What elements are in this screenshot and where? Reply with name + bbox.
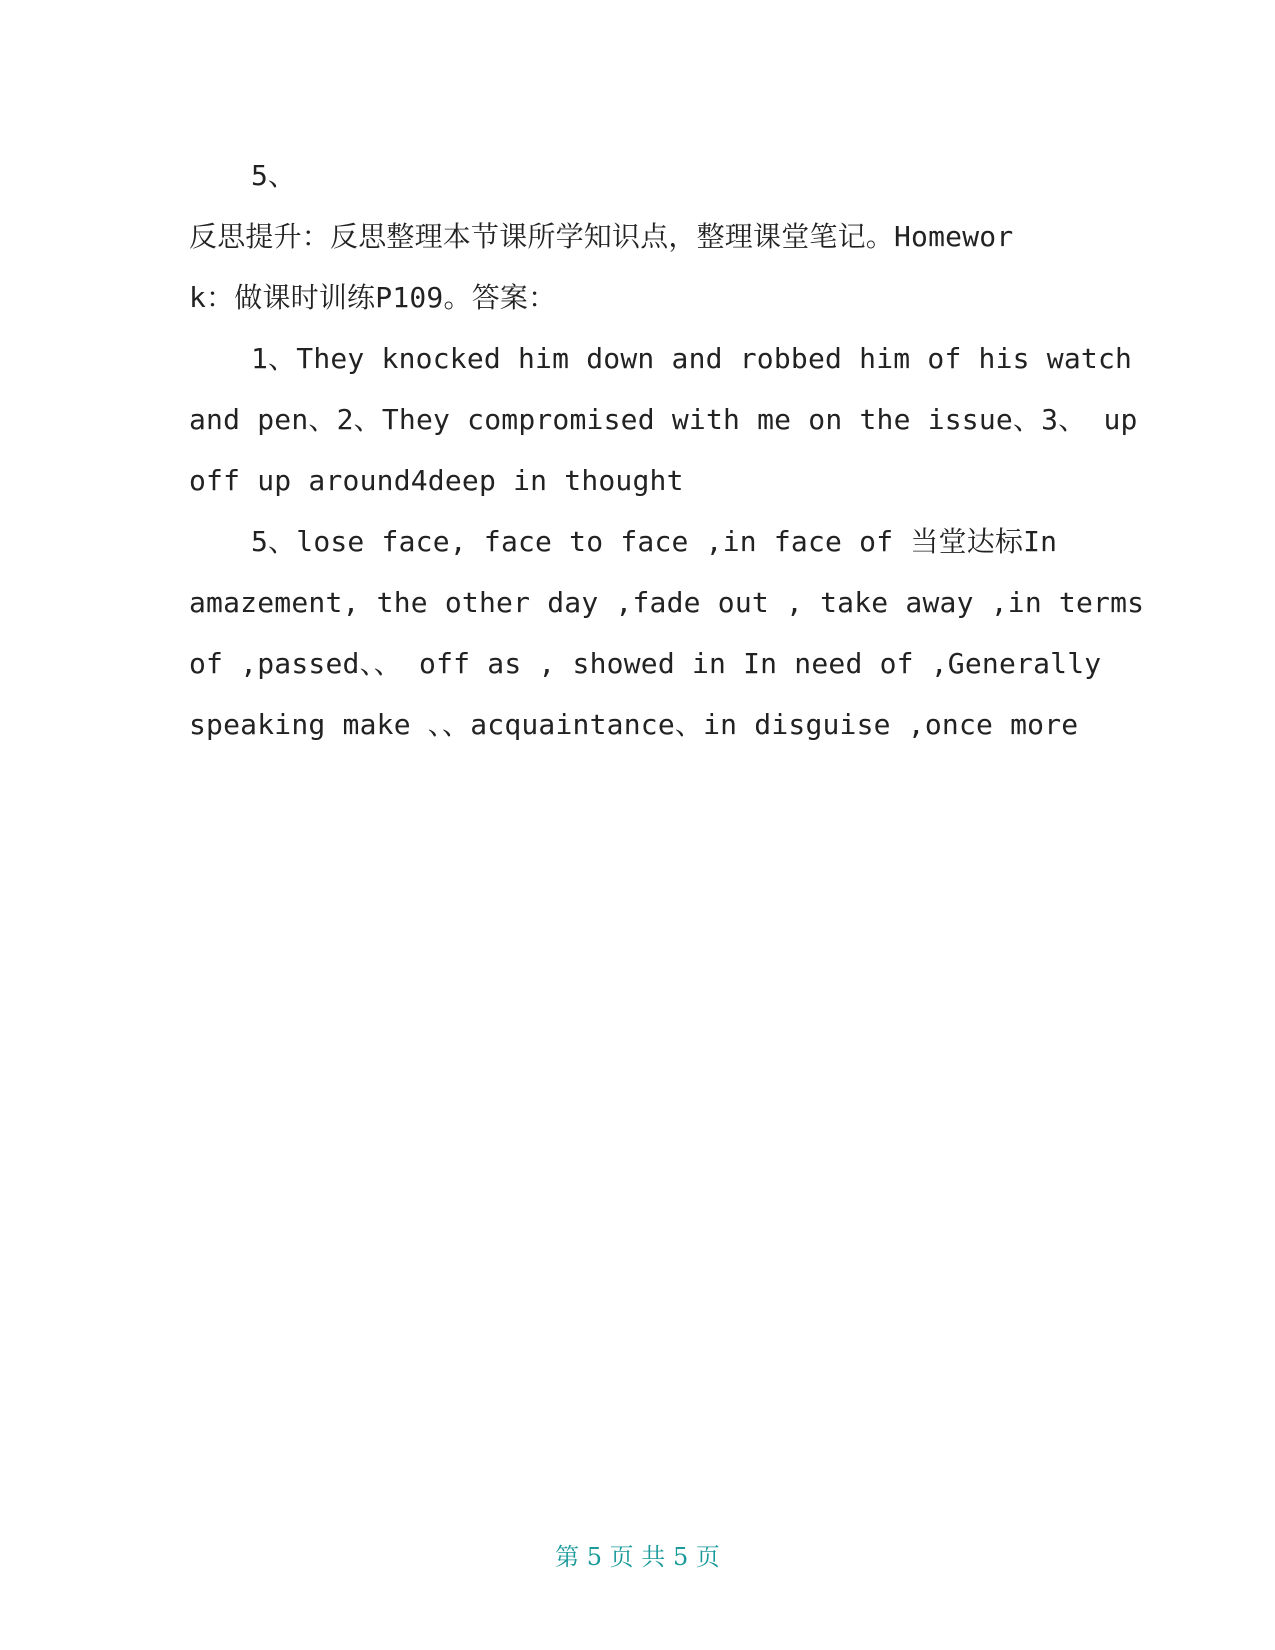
text-line: 5、lose face, face to face ,in face of 当堂达标In <box>251 525 1058 558</box>
text-line: 1、They knocked him down and robbed him of his watch <box>251 342 1133 375</box>
text-line: k：做课时训练P109。答案： <box>189 281 557 314</box>
document-body <box>189 145 1145 755</box>
text-line: amazement, the other day ,fade out , take away ,in terms <box>189 586 1145 619</box>
text-line: of ,passed、、 off as , showed in In need of ,Generally <box>189 647 1102 680</box>
page-number-footer: 第 5 页 共 5 页 <box>555 1543 720 1571</box>
text-line: 5、 <box>251 159 297 192</box>
text-line: speaking make 、、acquaintance、in disguise ,once more <box>189 708 1079 741</box>
text-line: and pen、2、They compromised with me on the issue、3、 up <box>189 403 1138 436</box>
text-line: off up around4deep in thought <box>189 464 684 497</box>
text-line: 反思提升：反思整理本节课所学知识点，整理课堂笔记。Homewor <box>189 220 1014 253</box>
